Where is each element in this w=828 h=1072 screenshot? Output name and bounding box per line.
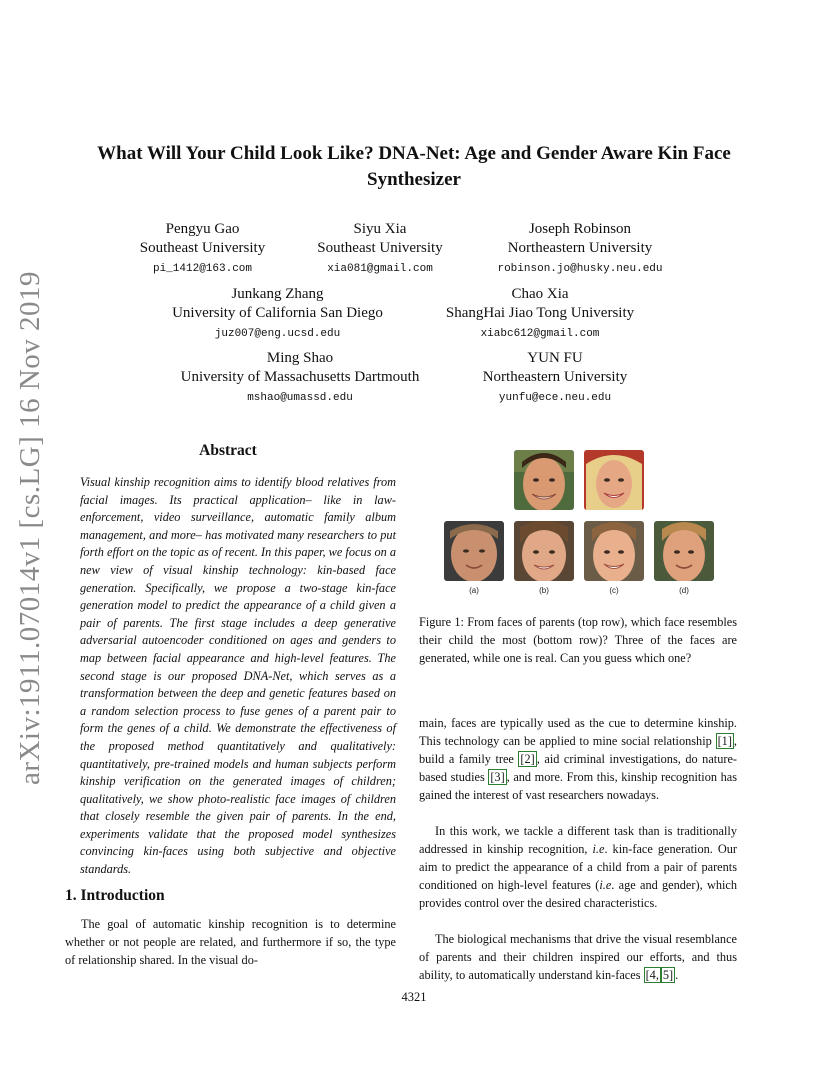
author-block bbox=[470, 220, 690, 280]
author-name: Siyu Xia bbox=[353, 221, 407, 237]
author-email[interactable]: pi_1412@163.com bbox=[152, 263, 253, 275]
arxiv-side-stamp: arXiv:1911.07014v1 [cs.LG] 16 Nov 2019 bbox=[14, 270, 46, 786]
text-run: . age and gender), which provides control over the desired characteristics. bbox=[419, 878, 737, 910]
author-name: Junkang Zhang bbox=[231, 286, 324, 302]
author-name: Ming Shao bbox=[266, 350, 334, 366]
child-face-image-c bbox=[584, 521, 644, 581]
citation-link[interactable]: [2] bbox=[520, 752, 535, 766]
text-run: , aid criminal investigations, do nature-based studies bbox=[419, 752, 737, 784]
author-affiliation: University of Massachusetts Dartmouth bbox=[180, 369, 420, 385]
figure-label-a: (a) bbox=[469, 586, 479, 595]
author-email[interactable]: mshao@umassd.edu bbox=[247, 392, 353, 404]
author-block bbox=[295, 220, 465, 280]
text-run: , build a family tree bbox=[419, 734, 737, 766]
intro-heading: 1. Introduction bbox=[65, 887, 165, 904]
author-affiliation: Southeast University bbox=[317, 240, 443, 256]
author-block bbox=[120, 220, 285, 280]
abstract-body: Visual kinship recognition aims to identify blood relatives from facial images. Its practical application– like in law-enforcement, video surveillance, automatic family album management, and more– has motivated many researchers to put forth effort on the topic as of recent. In this paper, we focus on a new view of visual kinship technology: kin-based face generation. Specifically, we propose a two-stage kin-face generation model to predict the appearance of a child given a pair of parents. The first stage includes a deep generative adversarial autoencoder conditioned on ages and genders to map between facial appearance and high-level features. The second stage is our proposed DNA-Net, which serves as a transformation between the deep and genetic features based on a random selection process to fuse genes of a parent pair to form the genes of a child. We demonstrate the effectiveness of the proposed method quantitatively and qualitatively: quantitatively, pre-trained models and human subjects perform kinship verification on the generated images of children; qualitatively, we show photo-realistic face images of children that closely resemble the given pair of parents. In the end, experiments validate that the proposed model synthesizes convincing kin-faces using both subjective and objective standards. bbox=[80, 475, 396, 877]
citation-link[interactable]: [1] bbox=[717, 734, 732, 748]
author-name: YUN FU bbox=[527, 350, 583, 366]
text-run: , and more. From this, kinship recognition has gained the interest of vast researchers nowadays. bbox=[419, 770, 737, 802]
author-block bbox=[150, 285, 405, 345]
figure-label-b: (b) bbox=[539, 586, 549, 595]
author-affiliation: Southeast University bbox=[139, 240, 266, 256]
page-number: 4321 bbox=[401, 990, 427, 1004]
citation-link[interactable]: [3] bbox=[490, 770, 505, 784]
author-affiliation: Northeastern University bbox=[507, 240, 653, 256]
abstract-heading: Abstract bbox=[199, 442, 257, 459]
author-name: Pengyu Gao bbox=[165, 221, 240, 237]
author-name: Joseph Robinson bbox=[528, 221, 632, 237]
figure-caption: Figure 1: From faces of parents (top row), which face resembles their child the most (bottom row)? Three of the faces are generated, while one is real. Can you guess which one? bbox=[419, 615, 737, 665]
right-column-paragraph-1 bbox=[419, 714, 737, 804]
title-line-1: What Will Your Child Look Like? DNA-Net: Age and Gender Aware Kin Face bbox=[97, 143, 731, 164]
right-column-paragraph-2 bbox=[419, 822, 737, 912]
author-email[interactable]: xia081@gmail.com bbox=[327, 263, 433, 275]
text-run: The biological mechanisms that drive the visual resemblance of parents and their children inspired our efforts, and thus ability, to automatically understand kin-faces bbox=[419, 932, 737, 982]
author-email[interactable]: juz007@eng.ucsd.edu bbox=[214, 328, 341, 340]
author-block bbox=[430, 285, 650, 345]
author-email[interactable]: robinson.jo@husky.neu.edu bbox=[497, 263, 663, 275]
figure-label-c: (c) bbox=[609, 586, 619, 595]
right-column-paragraph-3 bbox=[419, 930, 737, 984]
author-affiliation: Northeastern University bbox=[482, 369, 628, 385]
text-run: . kin-face generation. Our aim to predict the appearance of a child from a pair of parents conditioned on high-level features ( bbox=[419, 842, 737, 892]
text-run: main, faces are typically used as the cue to determine kinship. This technology can be applied to mine social relationship bbox=[419, 716, 737, 748]
author-affiliation: ShangHai Jiao Tong University bbox=[445, 305, 635, 321]
child-face-image-a bbox=[444, 521, 504, 581]
ie-abbrev: i.e bbox=[599, 878, 612, 892]
author-email[interactable]: xiabc612@gmail.com bbox=[480, 328, 600, 340]
author-email[interactable]: yunfu@ece.neu.edu bbox=[498, 392, 612, 404]
child-face-image-d bbox=[654, 521, 714, 581]
mother-face-image bbox=[584, 450, 644, 510]
citation-link[interactable]: [4, bbox=[645, 968, 659, 982]
child-face-image-b bbox=[514, 521, 574, 581]
author-block bbox=[160, 349, 440, 409]
citation-link[interactable]: 5] bbox=[662, 968, 674, 982]
author-affiliation: University of California San Diego bbox=[172, 305, 383, 321]
author-block bbox=[465, 349, 645, 409]
paper-title bbox=[60, 141, 768, 193]
title-line-2: Synthesizer bbox=[367, 169, 461, 190]
intro-paragraph-1: The goal of automatic kinship recognition is to determine whether or not people are related, and furthermore if so, the type of relationship shared. In the visual do- bbox=[65, 917, 396, 967]
text-run: In this work, we tackle a different task than is traditionally addressed in kinship recognition, bbox=[419, 824, 737, 856]
author-name: Chao Xia bbox=[511, 286, 569, 302]
ie-abbrev: i.e bbox=[592, 842, 605, 856]
text-run: . bbox=[675, 968, 679, 982]
father-face-image bbox=[514, 450, 574, 510]
figure-label-d: (d) bbox=[679, 586, 689, 595]
